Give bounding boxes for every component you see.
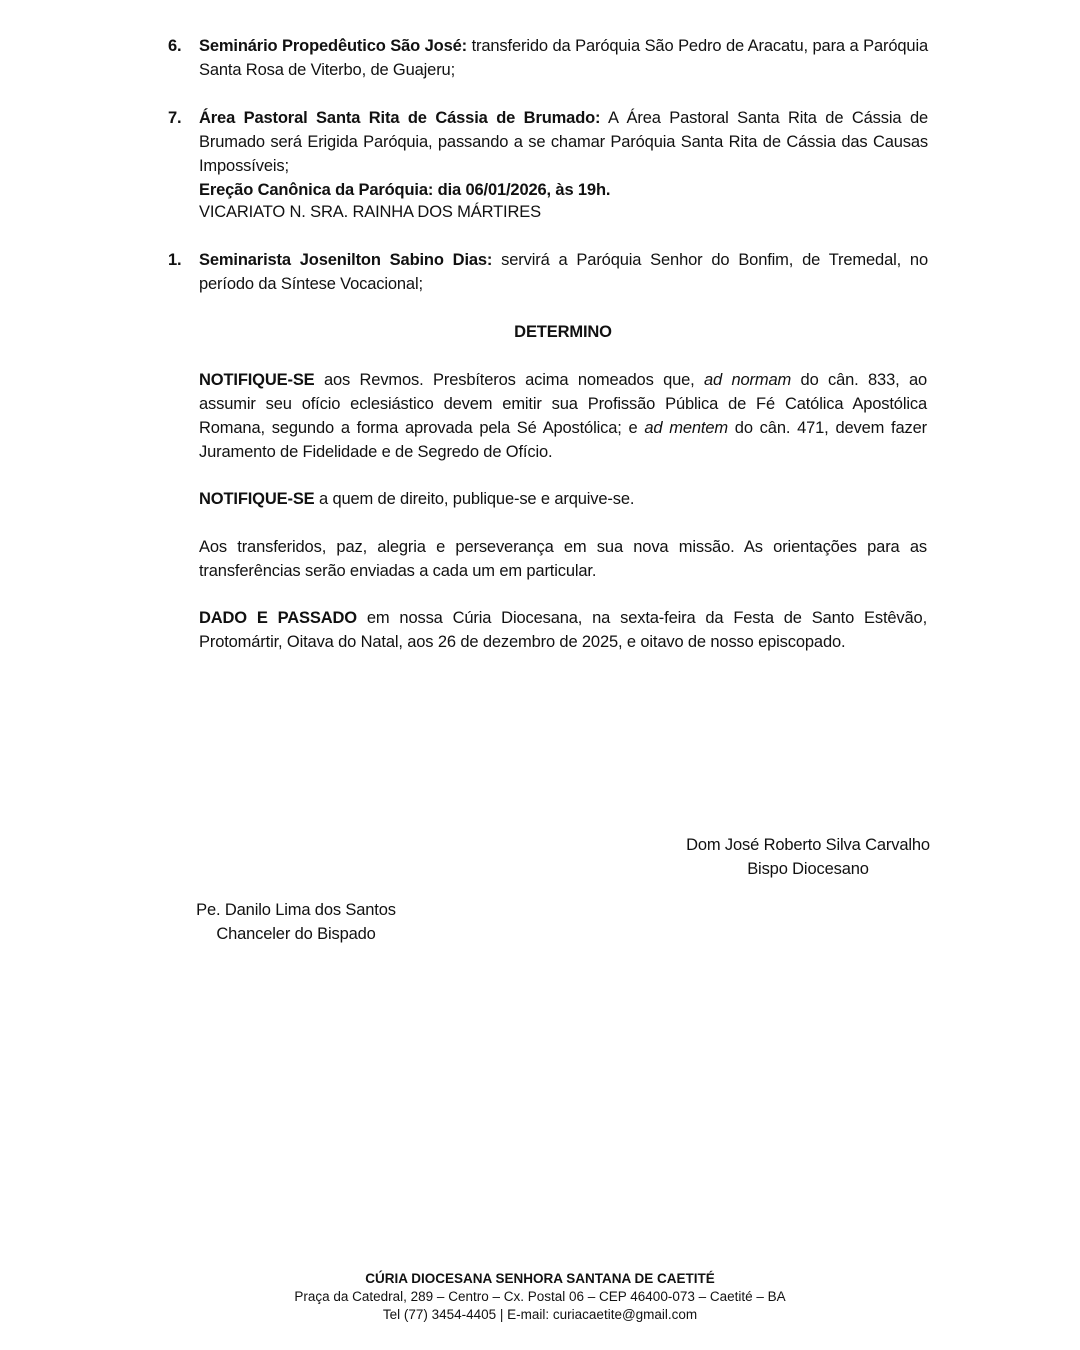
given-lead: DADO E PASSADO — [199, 609, 357, 627]
list-item-7 — [168, 106, 928, 202]
paragraph-text: aos Revmos. Presbíteros acima nomeados que, — [314, 371, 705, 389]
footer-contact: Tel (77) 3454-4405 | E-mail: curiacaetite@gmail.com — [382, 1307, 698, 1322]
canonical-erection-line: Ereção Canônica da Paróquia: dia 06/01/2026, às 19h. — [199, 181, 611, 199]
signature-chancellor — [186, 898, 406, 946]
list-item-number: 1. — [168, 251, 182, 269]
list-item-title: Seminário Propedêutico São José: — [199, 37, 467, 55]
list-item-title: Seminarista Josenilton Sabino Dias: — [199, 251, 493, 269]
list-item-number: 7. — [168, 109, 182, 127]
list-item-title: Área Pastoral Santa Rita de Cássia de Brumado: — [199, 109, 601, 127]
vicariate-heading: VICARIATO N. SRA. RAINHA DOS MÁRTIRES — [199, 203, 541, 221]
paragraph-text: a quem de direito, publique-se e arquive-se. — [314, 490, 635, 508]
signature-role: Chanceler do Bispado — [216, 925, 376, 943]
notify-paragraph-2 — [199, 487, 927, 511]
latin-term: ad mentem — [644, 419, 728, 437]
notify-lead: NOTIFIQUE-SE — [199, 490, 315, 508]
paragraph-text: do cân. 833, ao assumir seu ofício eclesiástico devem emitir sua Profissão Pública de Fé Católica Apostólica Romana, segundo a forma aprovada pela Sé Apostólica; e — [199, 371, 928, 437]
list-item-text: servirá a Paróquia Senhor do Bonfim, de Tremedal, no período da Síntese Vocacional; — [199, 251, 928, 293]
latin-term: ad normam — [704, 371, 792, 389]
signature-name: Dom José Roberto Silva Carvalho — [686, 836, 930, 854]
notify-paragraph-1 — [199, 368, 927, 464]
page-footer — [0, 1270, 1080, 1324]
signature-role: Bispo Diocesano — [747, 860, 869, 878]
list-item-text: A Área Pastoral Santa Rita de Cássia de Brumado será Erigida Paróquia, passando a se chamar Paróquia Santa Rita de Cássia das Causas Impossíveis; — [199, 109, 929, 175]
paragraph-text: do cân. 471, devem fazer Juramento de Fidelidade e de Segredo de Ofício. — [199, 419, 927, 461]
footer-title: CÚRIA DIOCESANA SENHORA SANTANA DE CAETITÉ — [365, 1271, 715, 1286]
paragraph-text: em nossa Cúria Diocesana, na sexta-feira da Festa de Santo Estêvão, Protomártir, Oitava do Natal, aos 26 de dezembro de 2025, e oitavo de nosso episcopado. — [199, 609, 927, 651]
notify-lead: NOTIFIQUE-SE — [199, 371, 315, 389]
list-item-6 — [168, 34, 928, 82]
list-item-text: transferido da Paróquia São Pedro de Aracatu, para a Paróquia Santa Rosa de Viterbo, de Guajeru; — [199, 37, 928, 79]
transfer-note: Aos transferidos, paz, alegria e perseverança em sua nova missão. As orientações para as transferências serão enviadas a cada um em particular. — [199, 538, 927, 580]
footer-address: Praça da Catedral, 289 – Centro – Cx. Postal 06 – CEP 46400-073 – Caetité – BA — [294, 1289, 786, 1304]
signature-bishop — [668, 833, 948, 881]
determino-heading: DETERMINO — [514, 323, 612, 341]
given-paragraph — [199, 606, 927, 654]
list-item-vicariate-1 — [168, 248, 928, 296]
signature-name: Pe. Danilo Lima dos Santos — [196, 901, 396, 919]
list-item-number: 6. — [168, 37, 182, 55]
